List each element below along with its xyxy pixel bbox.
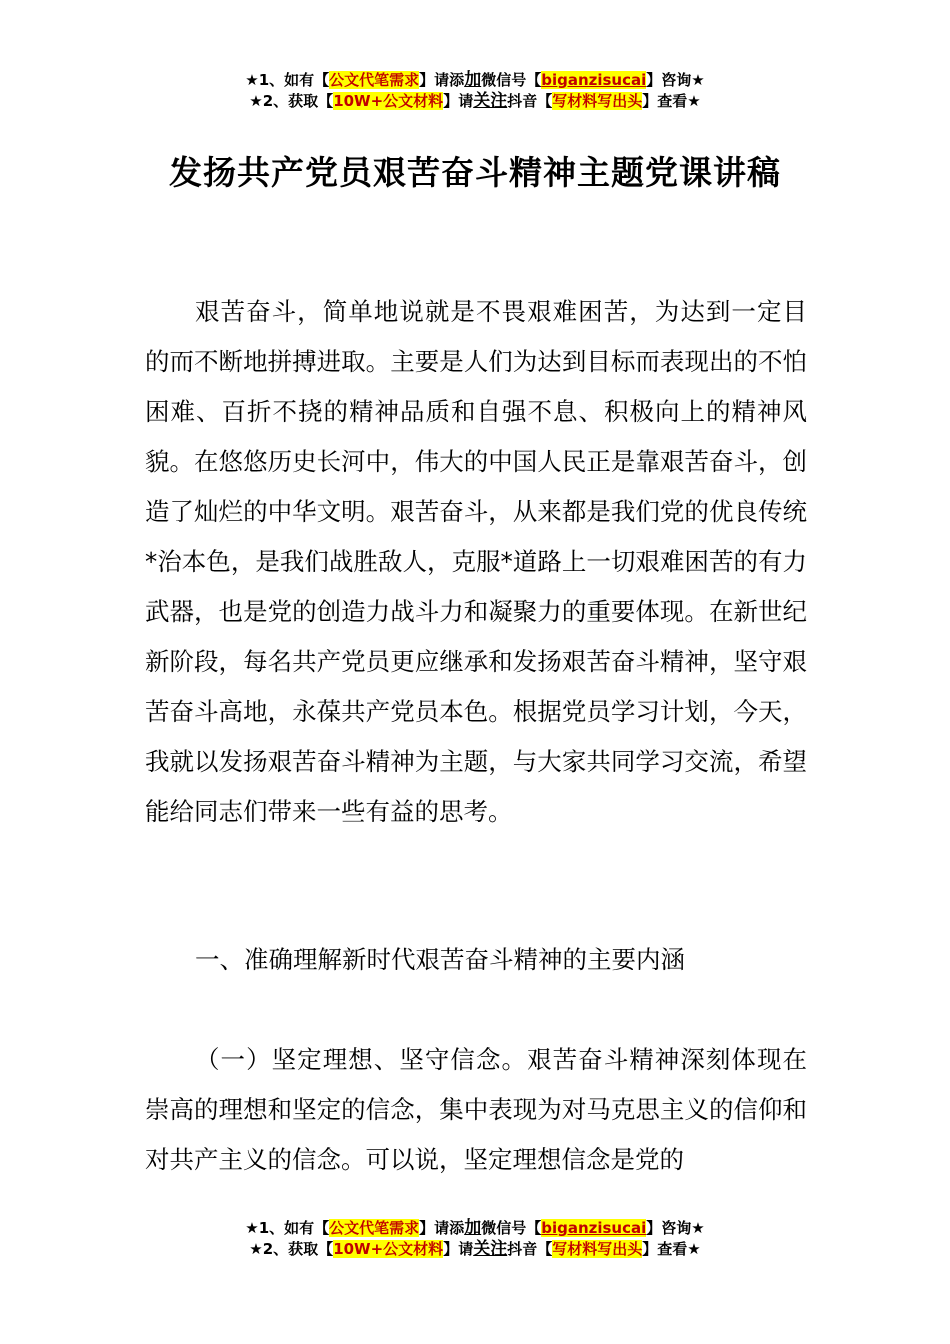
banner-highlight: 公文代笔需求 [329,1219,420,1237]
body-paragraph-1: 艰苦奋斗，简单地说就是不畏艰难困苦，为达到一定目的而不断地拼搏进取。主要是人们为达到目标而表现出的不怕困难、百折不挠的精神品质和自强不息、积极向上的精神风貌。在悠悠历史长河中，伟大的中国人民正是靠艰苦奋斗，创造了灿烂的中华文明。艰苦奋斗，从来都是我们党的优良传统*治本色，是我们战胜敌人，克服*道路上一切艰难困苦的有力武器，也是党的创造力战斗力和凝聚力的重要体现。在新世纪新阶段，每名共产党员更应继承和发扬艰苦奋斗精神，坚守艰苦奋斗高地，永葆共产党员本色。根据党员学习计划，今天，我就以发扬艰苦奋斗精神为主题，与大家共同学习交流，希望能给同志们带来一些有益的思考。 [145,297,807,826]
banner-highlight: 写材料写出头 [552,1240,643,1258]
banner-text: 抖音【 [507,92,553,110]
banner-text: 】请添 [419,71,465,89]
banner-text: ★1、如有【 [245,1219,330,1237]
banner-text: ★1、如有【 [245,71,330,89]
banner-text: 】请添 [419,1219,465,1237]
footer-banner [0,1218,950,1260]
banner-emphasis: 加 [464,1218,482,1238]
document-title: 发扬共产党员艰苦奋斗精神主题党课讲稿 [169,153,781,192]
banner-text: ★2、获取【 [249,92,334,110]
banner-line-1 [0,1218,950,1239]
banner-emphasis: 关注 [473,1239,508,1259]
banner-line-2 [0,1239,950,1260]
body-paragraph-2: （一）坚定理想、坚守信念。艰苦奋斗精神深刻体现在崇高的理想和坚定的信念，集中表现为对马克思主义的信仰和对共产主义的信念。可以说，坚定理想信念是党的 [145,1045,807,1174]
banner-highlight: 10W+公文材料 [333,1240,444,1258]
banner-line-2 [0,91,950,112]
banner-text: 】查看★ [642,1240,701,1258]
banner-text: 】咨询★ [646,71,705,89]
banner-text: ★2、获取【 [249,1240,334,1258]
banner-highlight: 写材料写出头 [552,92,643,110]
banner-text: 微信号【 [481,71,542,89]
banner-text: 抖音【 [507,1240,553,1258]
banner-highlight: 公文代笔需求 [329,71,420,89]
banner-emphasis: 加 [464,70,482,90]
banner-wechat-id: biganzisucai [541,1219,647,1237]
banner-text: 】咨询★ [646,1219,705,1237]
banner-emphasis: 关注 [473,91,508,111]
banner-text: 微信号【 [481,1219,542,1237]
banner-text: 】查看★ [642,92,701,110]
banner-wechat-id: biganzisucai [541,71,647,89]
banner-highlight: 10W+公文材料 [333,92,444,110]
banner-text: 】请 [443,1240,474,1258]
header-banner [0,70,950,112]
banner-line-1 [0,70,950,91]
banner-text: 】请 [443,92,474,110]
section-heading-1: 一、准确理解新时代艰苦奋斗精神的主要内涵 [195,945,685,974]
